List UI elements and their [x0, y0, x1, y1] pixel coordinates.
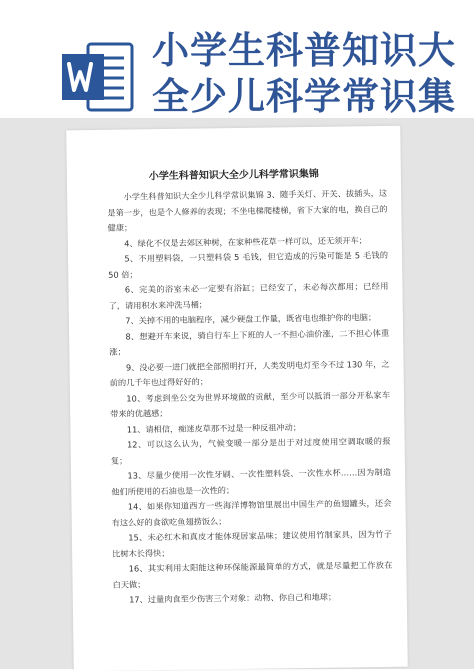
document-body [107, 186, 393, 608]
paragraph: 6、完美的浴室未必一定要有浴缸；已经安了，未必每次都用；已经用了，请用积水来冲洗马桶； [108, 280, 389, 311]
paragraph: 小学生科普知识大全少儿科学常识集锦 3、随手关灯、开关、拔插头，这是第一步，也是个人修养的表现；不坐电梯爬楼梯，省下大家的电，换自己的健康； [107, 187, 388, 233]
document-title: 小学生科普知识大全少儿科学常识集锦 [148, 168, 319, 183]
paragraph: 12、可以这么认为，气候变暖一部分是出于对过度使用空调取暖的报复； [110, 435, 391, 466]
document-page [66, 126, 408, 671]
paragraph: 17、过量肉食至少伤害三个对象：动物、你自己和地球； [129, 591, 337, 605]
paragraph: 4、绿化不仅是去郊区种树，在家种些花草一样可以，还无须开车； [124, 234, 367, 249]
paragraph: 13、尽量少使用一次性牙刷、一次性塑料袋、一次性水杯……因为制造他们所使用的石油也是一次性的； [111, 466, 392, 497]
banner-title: 小学生科普知识大全少儿科学常识集 [152, 29, 456, 118]
word-document-icon [60, 40, 136, 114]
paragraph: 7、关掉不用的电脑程序，减少硬盘工作量，既省电也维护你的电脑； [125, 312, 377, 326]
paragraph: 15、未必红木和真皮才能体现居家品味；建议使用竹制家具，因为竹子比树木长得快； [112, 528, 392, 559]
paragraph: 9、没必要一进门就把全部照明打开，人类发明电灯至今不过 130 年，之前的几千年也过得好好的； [109, 358, 390, 388]
paragraph: 10、考虑到坐公交为世界环境做的贡献，至少可以抵消一部分开私家车带来的优越感； [110, 389, 391, 419]
paragraph: 5、不用塑料袋，一只塑料袋 5 毛钱，但它造成的污染可能是 5 毛钱的 50 倍； [108, 249, 389, 280]
paragraph: 16、其实利用太阳能这种环保能源最简单的方式，就是尽量把工作放在白天做； [112, 559, 393, 590]
paragraph: 11、请相信，痴迷皮草那不过是一种反祖冲动； [126, 421, 302, 435]
banner-header [0, 0, 474, 120]
paragraph: 8、想避开车来说，骑自行车上下班的人一不担心油价涨，二不担心体重涨； [109, 327, 390, 357]
paragraph: 14、如果你知道西方一些海洋博物馆里展出中国生产的鱼翅罐头，还会有这么好的食欲吃鱼翅捞饭么； [111, 497, 392, 528]
